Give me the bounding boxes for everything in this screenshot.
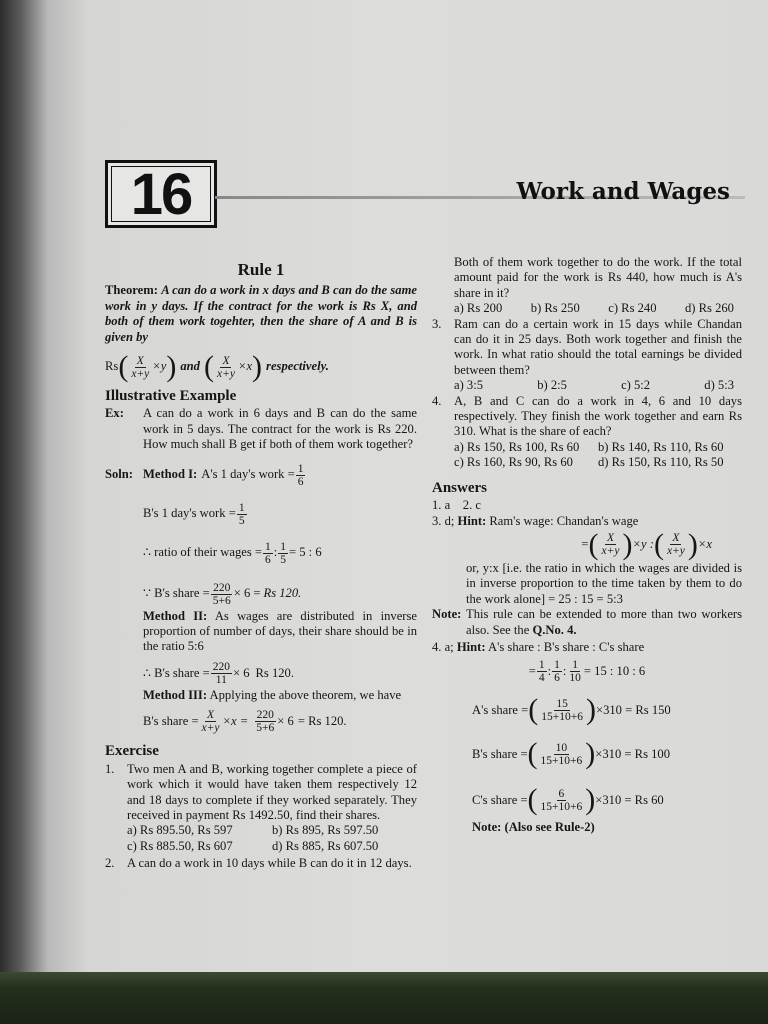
rule-heading: Rule 1 <box>237 260 285 279</box>
q1-options <box>105 823 417 854</box>
m2-block <box>105 609 417 655</box>
exercise-heading: Exercise <box>105 743 159 760</box>
q2-option: a) Rs 200 <box>454 301 503 316</box>
a4-prefix: 4. a; <box>432 639 454 654</box>
formula-end: respectively. <box>266 359 329 374</box>
chapter-number: 16 <box>130 161 192 227</box>
example <box>105 406 417 452</box>
final-note: Note: (Also see Rule-2) <box>472 820 595 835</box>
q4-option: c) Rs 160, Rs 90, Rs 60 <box>454 455 573 470</box>
m3-result: = Rs 120. <box>297 714 347 729</box>
note-ref: Q.No. 4. <box>532 622 577 637</box>
question-3 <box>432 317 742 379</box>
ratio-line: ∴ ratio of their wages = $\frac{1}{6}$ : $\frac{1}{5}$ = 5 : 6 <box>143 540 322 566</box>
theorem-label: Theorem: <box>105 283 158 298</box>
m2-share: ∴ B's share = <box>143 665 210 680</box>
q4-num: 4. <box>432 393 442 408</box>
frac-220-11: $\frac{220}{5+6}$ <box>212 581 231 607</box>
a-share-line: A's share = ( $\frac{15}{15+10+6}$ ) ×310 = Rs 150 <box>472 693 671 727</box>
q4-text: A, B and C can do a work in 4, 6 and 10 days respectively. They finish the work together and earn Rs 310. What is the share of each? <box>454 393 742 439</box>
m1-b-day: B's 1 day's work = <box>143 506 236 521</box>
bshare-line <box>105 582 417 607</box>
chapter-number-box <box>105 160 217 228</box>
frac-x-xy: $\frac{X}{x+y}$ <box>201 709 220 735</box>
q4-options <box>432 440 742 471</box>
a4-ratio: = 15 : 10 : 6 <box>583 664 646 679</box>
frac-220-5-6: $\frac{220}{5+6}$ <box>256 709 275 735</box>
theorem-formula: Rs ( $\frac{X}{x+y}$ ×y ) and ( $\frac{X}{x+y}$ ×x ) respectively. <box>105 350 329 384</box>
a3-explain: or, y:x [i.e. the ratio in which the wages are divided is in inverse proportion to the time taken by them to do the work alone] = 25 : 15 = 5:3 <box>466 560 742 606</box>
m1-label: Method I: <box>143 467 198 482</box>
frac-1-5: $\frac{1}{5}$ <box>238 501 245 527</box>
formula-fraction-a: $\frac{X}{x+y}$ <box>131 354 150 380</box>
q1-num: 1. <box>105 761 115 776</box>
answers-line-1: 1. a 2. c <box>432 498 481 513</box>
frac-ratio-a: $\frac{1}{6}$ <box>264 540 271 566</box>
formula-rs: Rs <box>105 359 119 374</box>
note-text: This rule can be extended to more than two workers also. See the <box>466 607 742 637</box>
m2-result: Rs 120. <box>255 665 295 680</box>
q2-num: 2. <box>105 856 115 871</box>
q1-option: c) Rs 885.50, Rs 607 <box>127 838 233 853</box>
m1-a-day: A's 1 day's work = <box>201 467 295 482</box>
q2-options <box>432 301 742 316</box>
bleed-through-text <box>95 30 755 160</box>
m1-a-line <box>105 463 417 488</box>
ratio-result: = 5 : 6 <box>288 545 322 560</box>
m2-label: Method II: <box>143 608 208 623</box>
a4-frac-10: $\frac{1}{10}$ <box>569 659 581 685</box>
b-share-frac: $\frac{10}{15+10+6}$ <box>540 741 583 767</box>
a3-formula: = ( $\frac{X}{x+y}$ ) ×y : ( $\frac{X}{x+y}$ ) ×x <box>581 527 712 561</box>
c-share-label: C's share = <box>472 792 528 807</box>
q3-option: a) 3:5 <box>454 378 484 393</box>
formula-and: and <box>180 359 200 374</box>
q3-option: c) 5:2 <box>621 378 651 393</box>
q2-option: c) Rs 240 <box>608 301 657 316</box>
b-share-label: B's share = <box>472 746 528 761</box>
hint-label: Hint: <box>457 513 487 528</box>
frac-ratio-b: $\frac{1}{5}$ <box>280 540 286 566</box>
c-share-frac: $\frac{6}{15+10+6}$ <box>540 787 583 813</box>
q3-options <box>432 378 742 393</box>
b-share-val: ×310 = Rs 100 <box>595 746 671 761</box>
q2-option: b) Rs 250 <box>530 301 580 316</box>
ratio-text: ∴ ratio of their wages = <box>143 545 262 560</box>
chapter-title: Work and Wages <box>516 178 730 205</box>
q4-option: a) Rs 150, Rs 100, Rs 60 <box>454 439 580 454</box>
formula-fraction-b: $\frac{X}{x+y}$ <box>216 354 235 380</box>
a-share-label: A's share = <box>472 702 529 717</box>
q2-continuation: Both of them work together to do the work. If the total amount paid for the work is Rs 440, how much is A's share in it? <box>454 255 742 300</box>
a3-frac-b: $\frac{X}{x+y}$ <box>666 532 685 558</box>
bshare-text: ∵ B's share = <box>143 586 210 601</box>
c-share-line: C's share = ( $\frac{6}{15+10+6}$ ) ×310 = Rs 60 <box>472 783 664 817</box>
bshare-result: Rs 120. <box>263 586 302 601</box>
q2-option: d) Rs 260 <box>685 301 734 316</box>
a4-frac-6: $\frac{1}{6}$ <box>554 659 560 685</box>
q1-option: a) Rs 895.50, Rs 597 <box>127 823 233 838</box>
q4-option: b) Rs 140, Rs 110, Rs 60 <box>598 439 724 454</box>
bshare-mult: × 6 = <box>233 586 261 601</box>
m3-text: Applying the above theorem, we have <box>209 687 402 702</box>
a3-hint: Ram's wage: Chandan's wage <box>489 513 639 528</box>
answer-4 <box>432 640 742 655</box>
ex-text: A can do a work in 6 days and B can do the same work in 5 days. The contract for the work is Rs 220. How much shall B get if both of them work together? <box>143 406 417 452</box>
q1-option: d) Rs 885, Rs 607.50 <box>272 838 379 853</box>
scan-bottom-edge <box>0 972 768 1024</box>
a-share-val: ×310 = Rs 150 <box>595 702 671 717</box>
frac-220-11b: $\frac{220}{11}$ <box>212 660 230 686</box>
m2-mult: × 6 <box>232 665 250 680</box>
theorem-text: A can do a work in x days and B can do the same work in y days. If the contract for the work is Rs X, and both of them work togehter, then the share of A and B is given by <box>105 283 417 344</box>
question-2 <box>105 856 417 871</box>
c-share-val: ×310 = Rs 60 <box>595 792 664 807</box>
right-column <box>432 255 742 836</box>
ex-label: Ex: <box>105 406 124 421</box>
question-4 <box>432 394 742 440</box>
a-share-frac: $\frac{15}{15+10+6}$ <box>541 697 583 723</box>
frac-1-6: $\frac{1}{6}$ <box>297 462 304 488</box>
q2-text: A can do a work in 10 days while B can do it in 12 days. <box>127 856 412 871</box>
soln-label: Soln: <box>105 467 133 482</box>
q3-text: Ram can do a certain work in 15 days while Chandan can do it in 25 days. Both work together and finish the work. In what ratio should the total earnings be divided between them? <box>454 316 742 377</box>
question-1 <box>105 762 417 824</box>
q3-option: d) 5:3 <box>704 378 734 393</box>
answers-heading: Answers <box>432 479 487 496</box>
illustrative-heading: Illustrative Example <box>105 388 237 405</box>
m3-block <box>105 688 417 703</box>
a4-hint: A's share : B's share : C's share <box>488 639 645 654</box>
q3-num: 3. <box>432 316 442 331</box>
note <box>432 607 742 638</box>
m3-label: Method III: <box>143 687 208 702</box>
m1-b-line <box>105 502 417 527</box>
q4-option: d) Rs 150, Rs 110, Rs 50 <box>598 455 724 470</box>
b-share-line: B's share = ( $\frac{10}{15+10+6}$ ) ×310 = Rs 100 <box>472 737 671 771</box>
q3-option: b) 2:5 <box>537 378 567 393</box>
m2-share-line <box>105 661 417 686</box>
answer-3 <box>432 514 742 529</box>
a4-ratio-line: = $\frac{1}{4}$ : $\frac{1}{6}$ : $\frac{1}{10}$ = 15 : 10 : 6 <box>528 659 646 685</box>
a4-frac-4: $\frac{1}{4}$ <box>538 659 545 685</box>
hint-label-2: Hint: <box>456 639 486 654</box>
a3-frac-a: $\frac{X}{x+y}$ <box>601 532 620 558</box>
q1-option: b) Rs 895, Rs 597.50 <box>272 823 379 838</box>
m3-share-line: B's share = $\frac{X}{x+y}$ ×x = $\frac{220}{5+6}$ × 6 = Rs 120. <box>143 709 347 735</box>
left-column <box>105 262 417 872</box>
note-label: Note: <box>432 607 462 622</box>
m3-share: B's share = <box>143 714 199 729</box>
m2-text: As wages are distributed in inverse proportion of number of days, their share should be in the ratio 5:6 <box>143 608 417 654</box>
q1-text: Two men A and B, working together complete a piece of work which it would have taken them respectively 12 and 18 days to complete if they worked separately. They received in payment Rs 1492.50, find their shares. <box>127 761 417 822</box>
a3-prefix: 3. d; <box>432 513 455 528</box>
theorem <box>105 283 417 345</box>
